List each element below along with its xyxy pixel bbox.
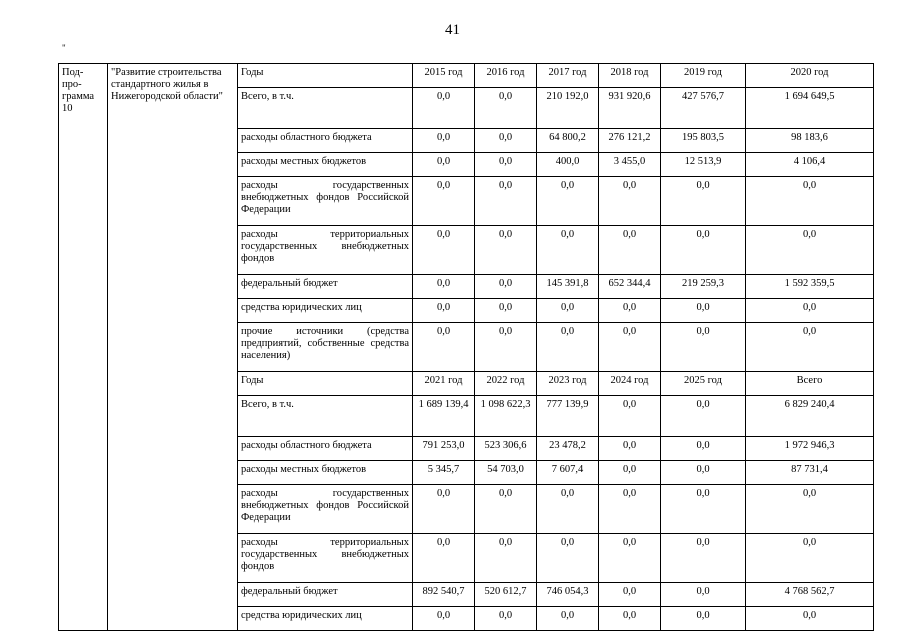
funding-source-label: расходы местных бюджетов	[238, 461, 413, 485]
amount-cell: 0,0	[413, 299, 475, 323]
amount-cell: 87 731,4	[746, 461, 874, 485]
amount-cell: 0,0	[413, 226, 475, 275]
amount-cell: 5 345,7	[413, 461, 475, 485]
amount-cell: 0,0	[475, 177, 537, 226]
amount-cell: 23 478,2	[537, 437, 599, 461]
amount-cell: 400,0	[537, 153, 599, 177]
amount-cell: 0,0	[475, 226, 537, 275]
amount-cell: 98 183,6	[746, 129, 874, 153]
year-header-cell: 2021 год	[413, 372, 475, 396]
funding-source-label: средства юридических лиц	[238, 299, 413, 323]
amount-cell: 0,0	[599, 226, 661, 275]
amount-cell: 0,0	[661, 461, 746, 485]
amount-cell: 0,0	[475, 323, 537, 372]
amount-cell: 0,0	[599, 323, 661, 372]
amount-cell: 0,0	[661, 396, 746, 437]
amount-cell: 54 703,0	[475, 461, 537, 485]
amount-cell: 0,0	[475, 299, 537, 323]
amount-cell: 6 829 240,4	[746, 396, 874, 437]
amount-cell: 0,0	[537, 607, 599, 631]
amount-cell: 0,0	[475, 607, 537, 631]
amount-cell: 0,0	[413, 129, 475, 153]
amount-cell: 0,0	[475, 129, 537, 153]
years-label: Годы	[238, 64, 413, 88]
amount-cell: 4 768 562,7	[746, 583, 874, 607]
funding-source-label: расходы областного бюджета	[238, 129, 413, 153]
funding-source-label: Всего, в т.ч.	[238, 396, 413, 437]
budget-table	[58, 63, 874, 631]
amount-cell: 0,0	[661, 534, 746, 583]
amount-cell: 0,0	[413, 323, 475, 372]
funding-source-label: федеральный бюджет	[238, 275, 413, 299]
amount-cell: 931 920,6	[599, 88, 661, 129]
funding-source-label: расходы местных бюджетов	[238, 153, 413, 177]
amount-cell: 0,0	[746, 485, 874, 534]
year-header-cell: 2019 год	[661, 64, 746, 88]
year-header-cell: Всего	[746, 372, 874, 396]
amount-cell: 64 800,2	[537, 129, 599, 153]
amount-cell: 523 306,6	[475, 437, 537, 461]
years-header-row	[59, 64, 874, 88]
amount-cell: 1 694 649,5	[746, 88, 874, 129]
amount-cell: 1 689 139,4	[413, 396, 475, 437]
year-header-cell: 2022 год	[475, 372, 537, 396]
amount-cell: 520 612,7	[475, 583, 537, 607]
amount-cell: 0,0	[537, 226, 599, 275]
year-header-cell: 2023 год	[537, 372, 599, 396]
amount-cell: 0,0	[661, 323, 746, 372]
amount-cell: 0,0	[599, 485, 661, 534]
amount-cell: 4 106,4	[746, 153, 874, 177]
amount-cell: 0,0	[413, 607, 475, 631]
amount-cell: 0,0	[599, 177, 661, 226]
year-header-cell: 2018 год	[599, 64, 661, 88]
amount-cell: 0,0	[413, 88, 475, 129]
amount-cell: 1 972 946,3	[746, 437, 874, 461]
funding-source-label: федеральный бюджет	[238, 583, 413, 607]
amount-cell: 0,0	[537, 485, 599, 534]
amount-cell: 0,0	[661, 226, 746, 275]
amount-cell: 0,0	[661, 607, 746, 631]
amount-cell: 0,0	[475, 275, 537, 299]
amount-cell: 0,0	[599, 396, 661, 437]
amount-cell: 0,0	[661, 485, 746, 534]
funding-source-label: средства юридических лиц	[238, 607, 413, 631]
amount-cell: 0,0	[475, 534, 537, 583]
amount-cell: 0,0	[746, 226, 874, 275]
amount-cell: 0,0	[413, 153, 475, 177]
amount-cell: 427 576,7	[661, 88, 746, 129]
amount-cell: 0,0	[746, 177, 874, 226]
funding-source-label: Всего, в т.ч.	[238, 88, 413, 129]
amount-cell: 219 259,3	[661, 275, 746, 299]
funding-source-label: прочие источники (средства предприятий, собственные средства населения)	[238, 323, 413, 372]
amount-cell: 0,0	[413, 534, 475, 583]
funding-source-label: расходы территориальных государственных внебюджетных фондов	[238, 534, 413, 583]
amount-cell: 145 391,8	[537, 275, 599, 299]
amount-cell: 0,0	[746, 299, 874, 323]
amount-cell: 195 803,5	[661, 129, 746, 153]
amount-cell: 210 192,0	[537, 88, 599, 129]
amount-cell: 1 592 359,5	[746, 275, 874, 299]
amount-cell: 0,0	[746, 534, 874, 583]
program-name: "Развитие строительства стандартного жилья в Нижегородской области"	[108, 64, 238, 631]
amount-cell: 0,0	[537, 534, 599, 583]
amount-cell: 1 098 622,3	[475, 396, 537, 437]
amount-cell: 746 054,3	[537, 583, 599, 607]
amount-cell: 777 139,9	[537, 396, 599, 437]
amount-cell: 0,0	[599, 437, 661, 461]
year-header-cell: 2020 год	[746, 64, 874, 88]
amount-cell: 12 513,9	[661, 153, 746, 177]
amount-cell: 0,0	[413, 485, 475, 534]
amount-cell: 0,0	[413, 275, 475, 299]
amount-cell: 652 344,4	[599, 275, 661, 299]
amount-cell: 0,0	[746, 323, 874, 372]
year-header-cell: 2024 год	[599, 372, 661, 396]
amount-cell: 791 253,0	[413, 437, 475, 461]
amount-cell: 0,0	[661, 177, 746, 226]
funding-source-label: расходы государственных внебюджетных фондов Российской Федерации	[238, 177, 413, 226]
amount-cell: 0,0	[537, 299, 599, 323]
amount-cell: 0,0	[599, 534, 661, 583]
amount-cell: 0,0	[746, 607, 874, 631]
amount-cell: 3 455,0	[599, 153, 661, 177]
year-header-cell: 2025 год	[661, 372, 746, 396]
amount-cell: 0,0	[475, 88, 537, 129]
amount-cell: 0,0	[599, 299, 661, 323]
amount-cell: 0,0	[599, 461, 661, 485]
amount-cell: 0,0	[599, 583, 661, 607]
year-header-cell: 2017 год	[537, 64, 599, 88]
page-number: 41	[445, 22, 460, 38]
amount-cell: 892 540,7	[413, 583, 475, 607]
amount-cell: 0,0	[537, 323, 599, 372]
amount-cell: 0,0	[661, 299, 746, 323]
amount-cell: 0,0	[661, 437, 746, 461]
amount-cell: 0,0	[413, 177, 475, 226]
amount-cell: 0,0	[475, 153, 537, 177]
amount-cell: 0,0	[475, 485, 537, 534]
amount-cell: 276 121,2	[599, 129, 661, 153]
funding-source-label: расходы областного бюджета	[238, 437, 413, 461]
years-label: Годы	[238, 372, 413, 396]
amount-cell: 0,0	[599, 607, 661, 631]
funding-source-label: расходы государственных внебюджетных фондов Российской Федерации	[238, 485, 413, 534]
amount-cell: 7 607,4	[537, 461, 599, 485]
year-header-cell: 2016 год	[475, 64, 537, 88]
amount-cell: 0,0	[537, 177, 599, 226]
year-header-cell: 2015 год	[413, 64, 475, 88]
program-code: Под- про- грамма 10	[59, 64, 108, 631]
quote-mark: "	[62, 43, 66, 53]
funding-source-label: расходы территориальных государственных внебюджетных фондов	[238, 226, 413, 275]
amount-cell: 0,0	[661, 583, 746, 607]
